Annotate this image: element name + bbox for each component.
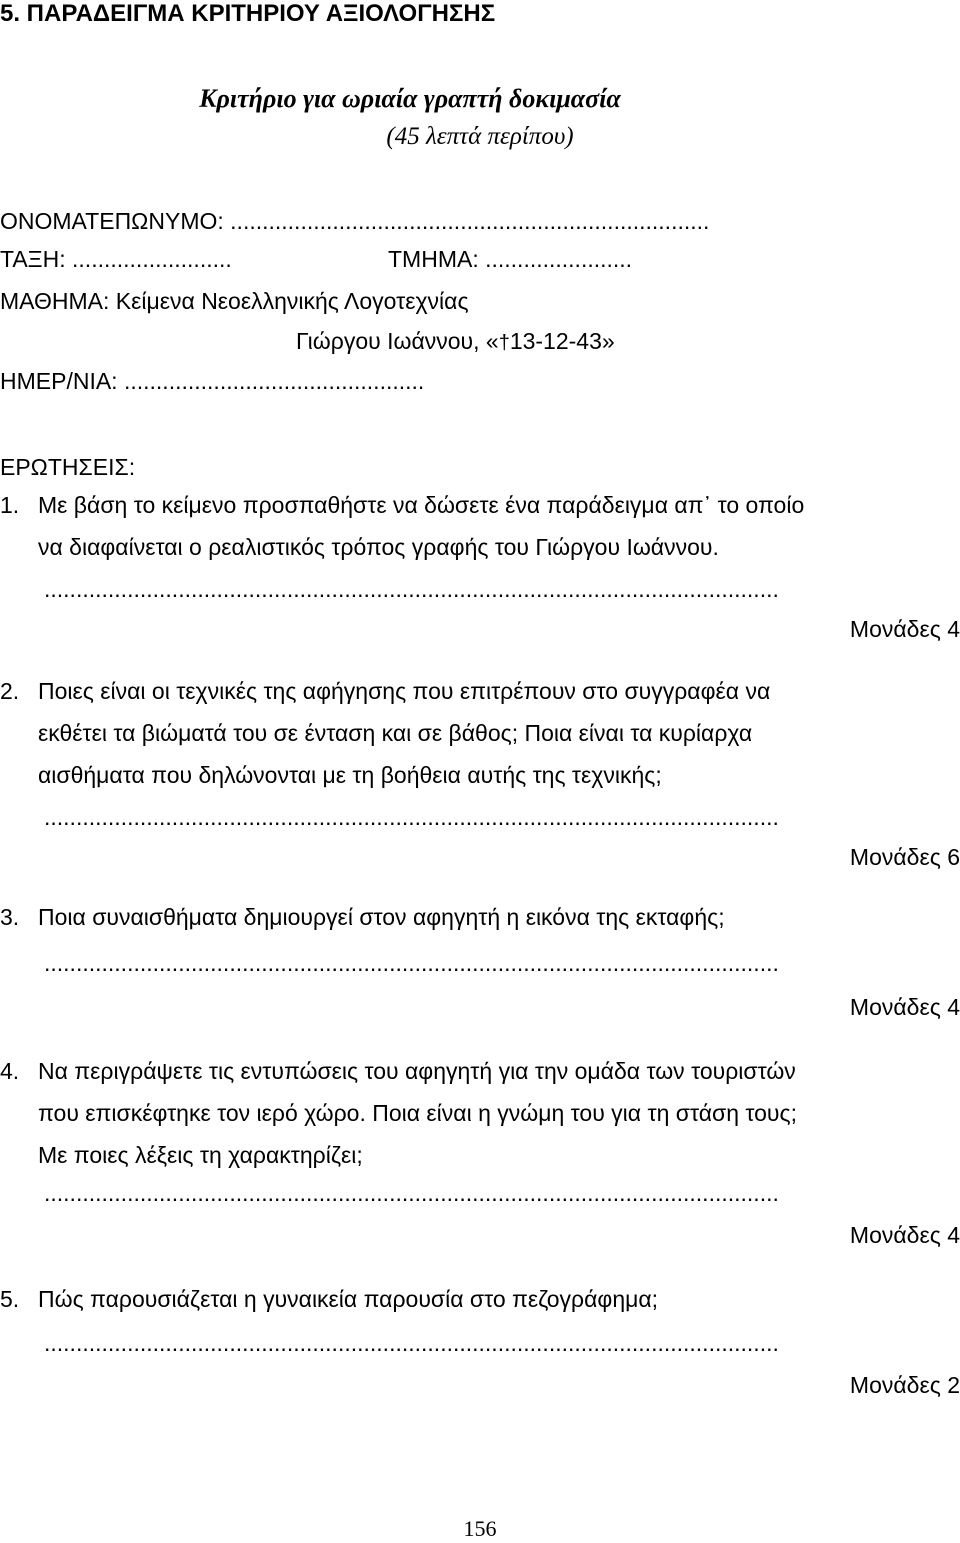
test-subtitle: (45 λεπτά περίπου) bbox=[386, 123, 574, 150]
question-4-line-1: Να περιγράψετε τις εντυπώσεις του αφηγητή για την ομάδα των τουριστών bbox=[38, 1058, 796, 1084]
question-3-number: 3. bbox=[0, 904, 20, 930]
test-title: Κριτήριο για ωριαία γραπτή δοκιμασία bbox=[199, 84, 621, 113]
question-2-number: 2. bbox=[0, 678, 20, 704]
questions-heading: ΕΡΩΤΗΣΕΙΣ: bbox=[0, 454, 136, 480]
work-title-prefix: Γιώργου Ιωάννου, « bbox=[296, 328, 499, 354]
work-title bbox=[296, 326, 615, 358]
question-1-number: 1. bbox=[0, 492, 20, 518]
question-3-line-1: Ποια συναισθήματα δημιουργεί στον αφηγητή η εικόνα της εκταφής; bbox=[38, 904, 725, 930]
question-1-line-1: Με βάση το κείμενο προσπαθήστε να δώσετε ένα παράδειγμα απ᾽ το οποίο bbox=[38, 492, 805, 518]
subject-field: ΜΑΘΗΜΑ: Κείμενα Νεοελληνικής Λογοτεχνίας bbox=[0, 288, 469, 314]
section-field[interactable]: ΤΜΗΜΑ: ....................... bbox=[388, 246, 633, 272]
class-field[interactable]: ΤΑΞΗ: ......................... bbox=[0, 246, 232, 272]
question-1-line-2: να διαφαίνεται ο ρεαλιστικός τρόπος γραφής του Γιώργου Ιωάννου. bbox=[38, 534, 719, 560]
question-2-line-1: Ποιες είναι οι τεχνικές της αφήγησης που επιτρέπουν στο συγγραφέα να bbox=[38, 678, 771, 704]
date-field[interactable]: ΗΜΕΡ/ΝΙΑ: ............................................... bbox=[0, 368, 425, 394]
question-4-number: 4. bbox=[0, 1058, 20, 1084]
name-field[interactable]: ΟΝΟΜΑΤΕΠΩΝΥΜΟ: ........................................................................... bbox=[0, 208, 710, 234]
question-2-line-3: αισθήματα που δηλώνονται με τη βοήθεια αυτής της τεχνικής; bbox=[38, 762, 662, 788]
question-2-answer-line[interactable]: ................................................................................................................... bbox=[44, 804, 779, 830]
question-2-points: Μονάδες 6 bbox=[849, 844, 960, 870]
page-number: 156 bbox=[463, 1516, 497, 1541]
question-4-answer-line[interactable]: ................................................................................................................... bbox=[44, 1180, 779, 1206]
question-1-points: Μονάδες 4 bbox=[849, 616, 960, 642]
question-1-answer-line[interactable]: ................................................................................................................... bbox=[44, 576, 779, 602]
question-5-points: Μονάδες 2 bbox=[849, 1372, 960, 1398]
question-5-answer-line[interactable]: ................................................................................................................... bbox=[44, 1330, 779, 1356]
question-4-line-3: Με ποιες λέξεις τη χαρακτηρίζει; bbox=[38, 1142, 363, 1168]
question-5-number: 5. bbox=[0, 1286, 20, 1312]
question-3-points: Μονάδες 4 bbox=[849, 994, 960, 1020]
section-heading: 5. ΠΑΡΑΔΕΙΓΜΑ ΚΡΙΤΗΡΙΟΥ ΑΞΙΟΛΟΓΗΣΗΣ bbox=[0, 0, 496, 27]
work-title-date: 13-12-43» bbox=[509, 328, 615, 354]
dagger-icon: † bbox=[498, 332, 510, 354]
question-4-line-2: που επισκέφτηκε τον ιερό χώρο. Ποια είναι η γνώμη του για τη στάση τους; bbox=[38, 1100, 797, 1126]
question-4-points: Μονάδες 4 bbox=[849, 1222, 960, 1248]
question-2-line-2: εκθέτει τα βιώματά του σε ένταση και σε βάθος; Ποια είναι τα κυρίαρχα bbox=[38, 720, 753, 746]
question-5-line-1: Πώς παρουσιάζεται η γυναικεία παρουσία στο πεζογράφημα; bbox=[38, 1286, 659, 1312]
question-3-answer-line[interactable]: ................................................................................................................... bbox=[44, 950, 779, 976]
